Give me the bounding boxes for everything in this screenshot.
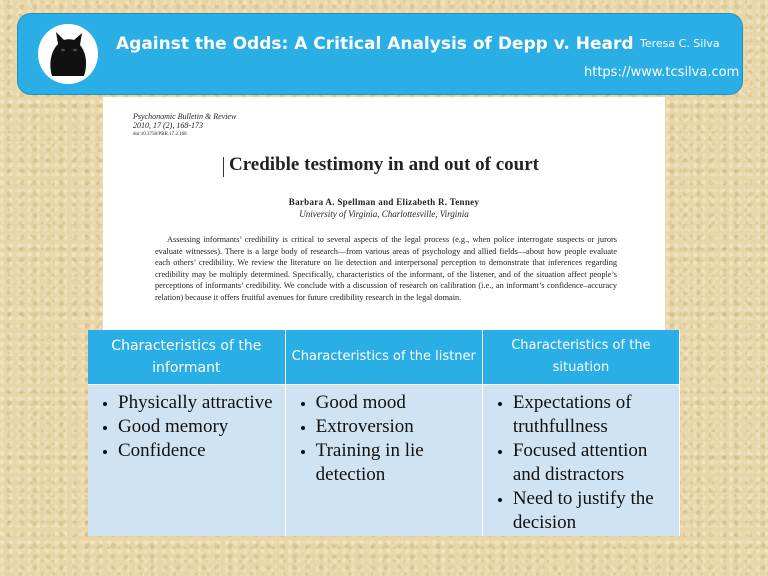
paper-title: Credible testimony in and out of court xyxy=(229,154,539,175)
black-cat-icon xyxy=(38,24,98,84)
list-item: • Focused attention and distractors xyxy=(513,439,675,487)
paper-excerpt xyxy=(103,97,665,333)
table-row xyxy=(88,385,680,537)
list-item: • Physically attractive xyxy=(118,391,281,415)
list-item: • Confidence xyxy=(118,439,281,463)
journal-name: Psychonomic Bulletin & Review xyxy=(133,112,237,121)
informant-cell xyxy=(88,385,285,537)
header-listener: Characteristics of the listner xyxy=(285,330,482,385)
list-item: • Good mood xyxy=(316,391,478,415)
informant-list xyxy=(88,391,281,463)
header-situation: Characteristics of the situation xyxy=(482,330,679,385)
journal-doi: doi:10.3758/PBR.17.2.168 xyxy=(133,132,187,137)
list-item: • Expectations of truthfullness xyxy=(513,391,675,439)
title-banner xyxy=(17,13,743,95)
paper-authors: Barbara A. Spellman and Elizabeth R. Tenney xyxy=(288,197,480,207)
situation-list xyxy=(483,391,675,535)
characteristics-table xyxy=(88,330,680,536)
table-header-row xyxy=(88,330,680,385)
paper-abstract: Assessing informants’ credibility is critical to several aspects of the legal process (e.g., when police interrogate suspects or jurors evaluate witnesses). There is a large body of research—from various areas of psychology and allied fields—about how people evaluate each others’ credibility. We review the literature on lie detection and interpersonal perception to demonstrate that inferences regarding credibility may be multiply determined. Specifically, characteristics of the informant, of the listener, and of the situation affect people’s perceptions of informants’ credibility. We conclude with a discussion of research on calibration (i.e., an informant’s confidence–accuracy relation) because it offers fruitful avenues for future credibility research in the legal domain. xyxy=(155,235,617,302)
listener-cell xyxy=(285,385,482,537)
list-item: • Need to justify the decision xyxy=(513,487,675,535)
list-item: • Training in lie detection xyxy=(316,439,478,487)
list-item: • Extroversion xyxy=(316,415,478,439)
listener-list xyxy=(286,391,478,487)
paper-affiliation: University of Virginia, Charlottesville, Virginia xyxy=(299,209,469,219)
list-item: • Good memory xyxy=(118,415,281,439)
situation-cell xyxy=(482,385,679,537)
journal-issue: 2010, 17 (2), 168-173 xyxy=(133,121,203,130)
website-link[interactable]: https://www.tcsilva.com xyxy=(584,65,740,80)
author-name: Teresa C. Silva xyxy=(640,37,720,50)
presentation-title: Against the Odds: A Critical Analysis of Depp v. Heard xyxy=(116,34,634,54)
header-informant: Characteristics of the informant xyxy=(88,330,285,385)
journal-info xyxy=(133,112,236,139)
